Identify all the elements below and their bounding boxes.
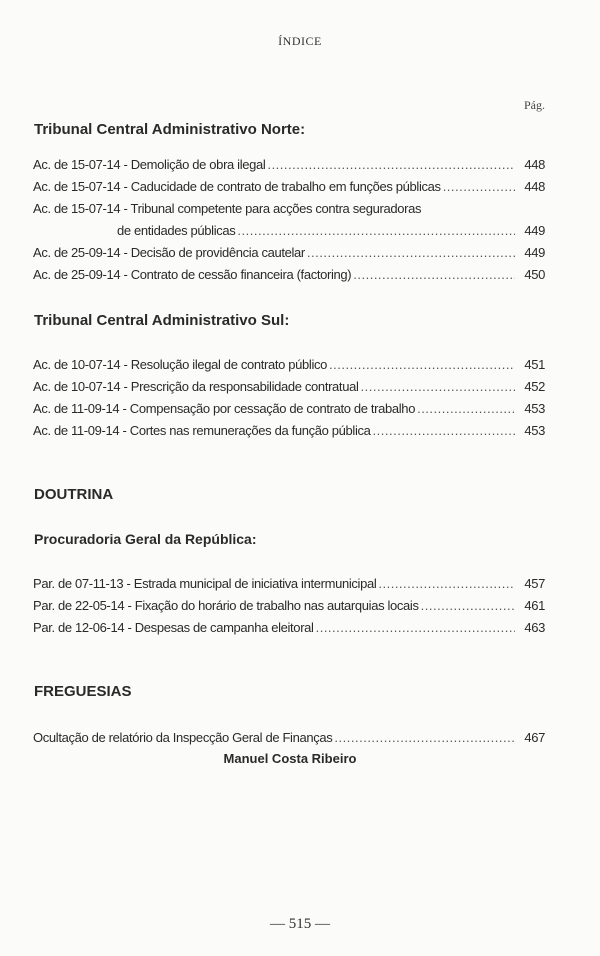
section-heading-tca-sul: Tribunal Central Administrativo Sul: bbox=[34, 312, 290, 329]
section-heading-doutrina: DOUTRINA bbox=[34, 486, 114, 503]
dot-leader bbox=[267, 154, 515, 176]
page-column-label: Pág. bbox=[524, 98, 545, 112]
subsection-heading-pgr: Procuradoria Geral da República: bbox=[34, 531, 257, 547]
toc-entry-page: 453 bbox=[524, 401, 545, 416]
dot-leader bbox=[316, 617, 515, 639]
toc-entry-page: 463 bbox=[524, 620, 545, 635]
toc-entry-title: Ac. de 25-09-14 - Decisão de providência cautelar bbox=[33, 245, 305, 260]
toc-entry-title: Par. de 07-11-13 - Estrada municipal de iniciativa intermunicipal bbox=[33, 576, 377, 591]
dot-leader bbox=[378, 573, 515, 595]
toc-entry-title: Ac. de 10-07-14 - Prescrição da responsabilidade contratual bbox=[33, 379, 359, 394]
dot-leader bbox=[334, 727, 515, 749]
running-head: ÍNDICE bbox=[278, 34, 322, 48]
toc-entry[interactable] bbox=[33, 376, 545, 398]
toc-entry-page: 449 bbox=[524, 223, 545, 238]
toc-entry-page: 453 bbox=[524, 423, 545, 438]
toc-list-doutrina bbox=[33, 573, 545, 639]
toc-entry-page: 449 bbox=[524, 245, 545, 260]
toc-entry-title: Par. de 22-05-14 - Fixação do horário de trabalho nas autarquias locais bbox=[33, 598, 419, 613]
toc-entry-title: de entidades públicas bbox=[117, 223, 236, 238]
dot-leader bbox=[373, 420, 515, 442]
toc-entry-page: 467 bbox=[524, 730, 545, 745]
toc-entry-title: Ocultação de relatório da Inspecção Geral de Finanças bbox=[33, 730, 333, 745]
toc-entry-title: Ac. de 11-09-14 - Cortes nas remunerações da função pública bbox=[33, 423, 371, 438]
section-heading-freguesias: FREGUESIAS bbox=[34, 683, 132, 700]
toc-list-tca-norte bbox=[33, 154, 545, 286]
toc-entry-title: Ac. de 15-07-14 - Demolição de obra ilegal bbox=[33, 157, 266, 172]
dot-leader bbox=[329, 354, 515, 376]
toc-entry-continuation[interactable] bbox=[33, 220, 545, 242]
toc-entry[interactable] bbox=[33, 198, 545, 220]
toc-entry-page: 457 bbox=[524, 576, 545, 591]
dot-leader bbox=[307, 242, 515, 264]
toc-entry-page: 448 bbox=[524, 179, 545, 194]
toc-entry[interactable] bbox=[33, 242, 545, 264]
toc-entry[interactable] bbox=[33, 154, 545, 176]
toc-list-freguesias bbox=[33, 727, 545, 749]
toc-entry-title: Ac. de 11-09-14 - Compensação por cessação de contrato de trabalho bbox=[33, 401, 416, 416]
toc-entry-page: 461 bbox=[524, 598, 545, 613]
toc-entry-page: 452 bbox=[524, 379, 545, 394]
dot-leader bbox=[443, 176, 515, 198]
toc-entry[interactable] bbox=[33, 354, 545, 376]
section-heading-tca-norte: Tribunal Central Administrativo Norte: bbox=[34, 121, 306, 138]
toc-entry[interactable] bbox=[33, 617, 545, 639]
toc-entry[interactable] bbox=[33, 420, 545, 442]
author-name: Manuel Costa Ribeiro bbox=[223, 751, 357, 766]
toc-entry-title: Ac. de 25-09-14 - Contrato de cessão financeira (factoring) bbox=[33, 267, 352, 282]
toc-entry[interactable] bbox=[33, 573, 545, 595]
toc-entry-page: 450 bbox=[524, 267, 545, 282]
toc-entry[interactable] bbox=[33, 176, 545, 198]
page-number: — 515 — bbox=[270, 916, 330, 932]
dot-leader bbox=[417, 398, 515, 420]
toc-entry-title: Ac. de 10-07-14 - Resolução ilegal de contrato público bbox=[33, 357, 328, 372]
dot-leader bbox=[361, 376, 516, 398]
toc-entry-title: Par. de 12-06-14 - Despesas de campanha eleitoral bbox=[33, 620, 314, 635]
toc-entry[interactable] bbox=[33, 264, 545, 286]
toc-entry-title: Ac. de 15-07-14 - Caducidade de contrato de trabalho em funções públicas bbox=[33, 179, 441, 194]
toc-entry[interactable] bbox=[33, 398, 545, 420]
toc-entry[interactable] bbox=[33, 727, 545, 749]
dot-leader bbox=[353, 264, 515, 286]
toc-entry-page: 451 bbox=[524, 357, 545, 372]
toc-entry-page: 448 bbox=[524, 157, 545, 172]
toc-entry-title: Ac. de 15-07-14 - Tribunal competente para acções contra seguradoras bbox=[33, 201, 422, 216]
toc-entry[interactable] bbox=[33, 595, 545, 617]
dot-leader bbox=[421, 595, 515, 617]
toc-list-tca-sul bbox=[33, 354, 545, 442]
dot-leader bbox=[237, 220, 515, 242]
